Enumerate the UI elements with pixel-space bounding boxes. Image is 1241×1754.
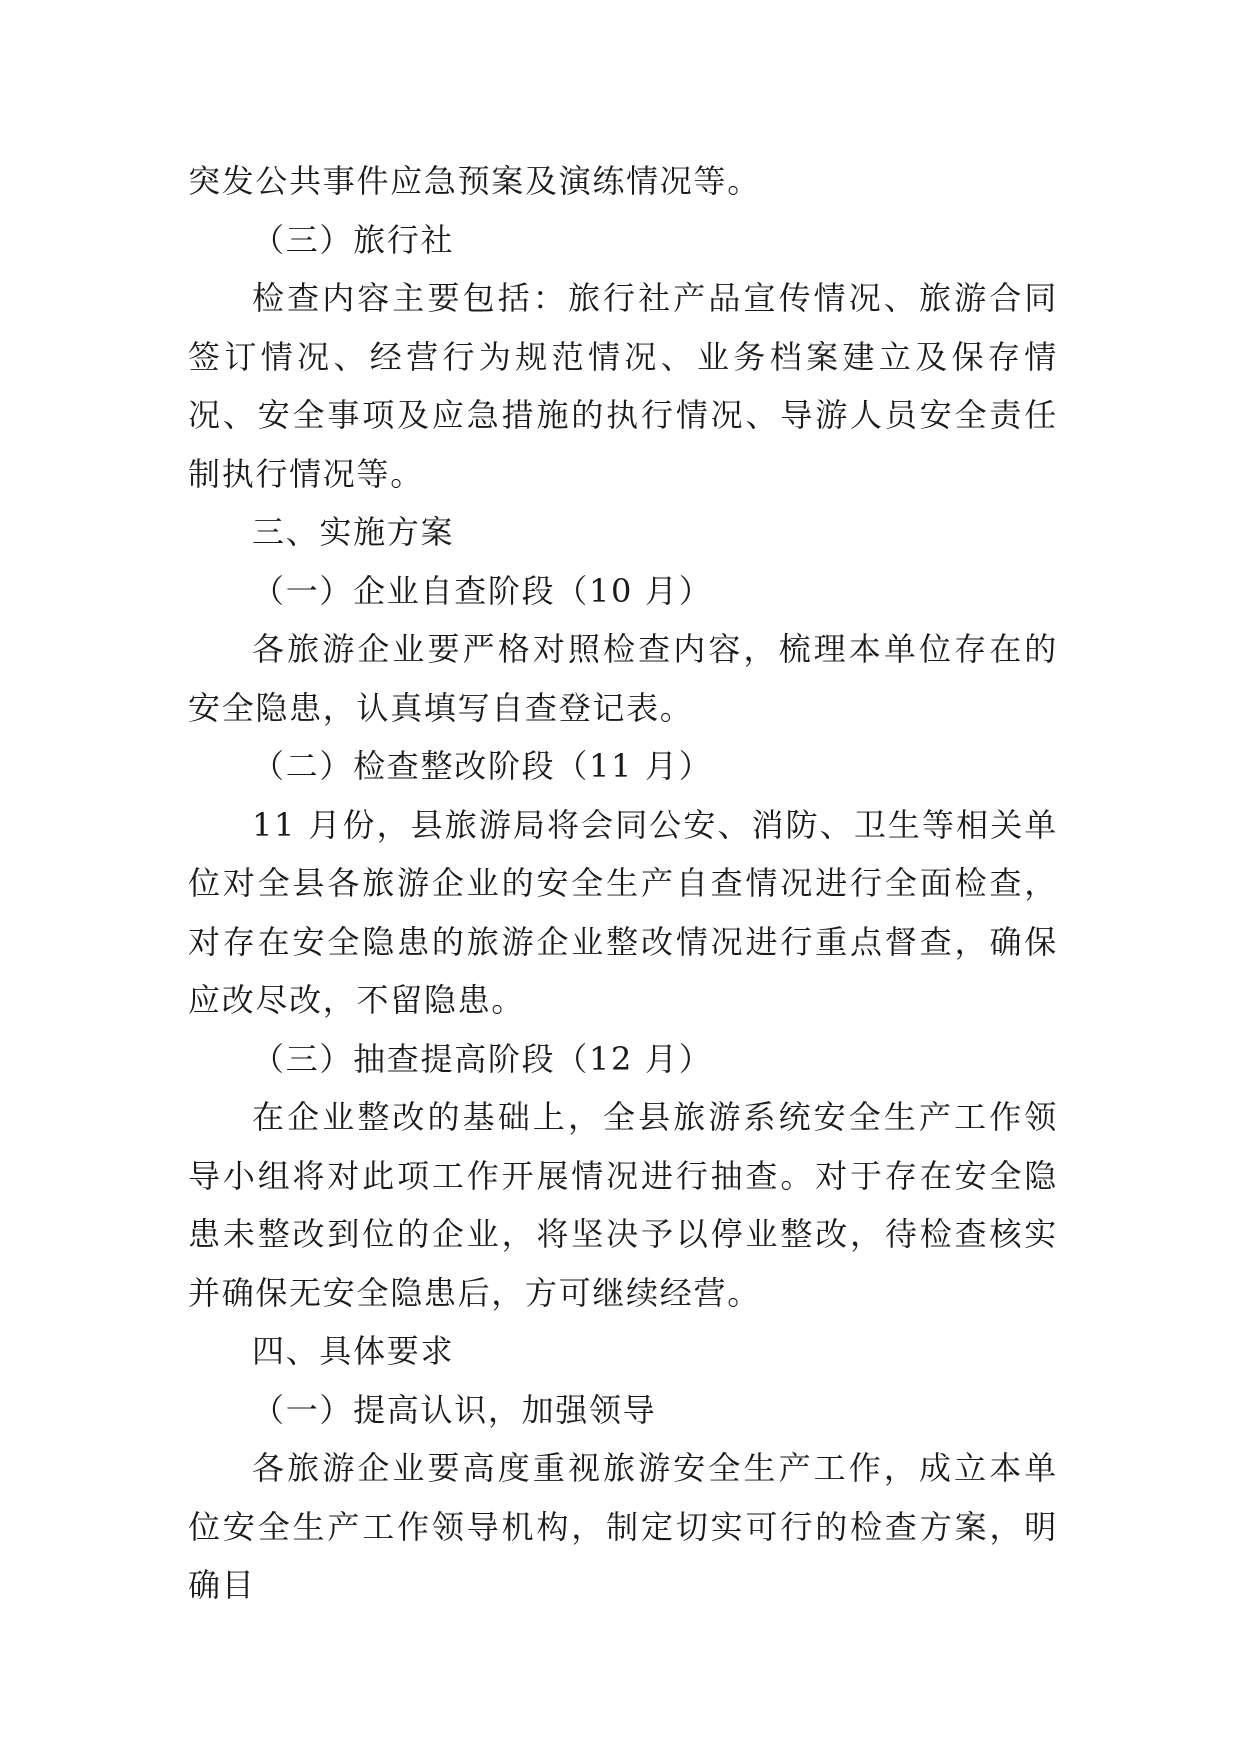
heading-specific-requirements: 四、具体要求 bbox=[252, 1332, 455, 1370]
paragraph-rectification: 11 月份，县旅游局将会同公安、消防、卫生等相关单位对全县各旅游企业的安全生产自查情况进行全面检查，对存在安全隐患的旅游企业整改情况进行重点督查，确保应改尽改，不留隐患。 bbox=[188, 805, 1058, 1019]
paragraph-self-inspection: 各旅游企业要严格对照检查内容，梳理本单位存在的安全隐患，认真填写自查登记表。 bbox=[188, 630, 1058, 727]
section-heading-rectification: （二）检查整改阶段（11 月） bbox=[252, 747, 713, 785]
paragraph-travel-agency-inspection: 检查内容主要包括：旅行社产品宣传情况、旅游合同签订情况、经营行为规范情况、业务档案建立及保存情况、安全事项及应急措施的执行情况、导游人员安全责任制执行情况等。 bbox=[188, 279, 1058, 493]
section-heading-spot-check: （三）抽查提高阶段（12 月） bbox=[252, 1039, 713, 1078]
paragraph-continuation: 突发公共事件应急预案及演练情况等。 bbox=[188, 162, 761, 200]
document-body bbox=[188, 152, 1058, 1615]
section-heading-self-inspection: （一）企业自查阶段（10 月） bbox=[252, 571, 713, 610]
heading-implementation-plan: 三、实施方案 bbox=[252, 513, 455, 551]
section-heading-travel-agency: （三）旅行社 bbox=[252, 220, 455, 259]
section-heading-leadership: （一）提高认识，加强领导 bbox=[252, 1390, 657, 1429]
paragraph-spot-check: 在企业整改的基础上，全县旅游系统安全生产工作领导小组将对此项工作开展情况进行抽查。对于存在安全隐患未整改到位的企业，将坚决予以停业整改，待检查核实并确保无安全隐患后，方可继续经营。 bbox=[188, 1098, 1058, 1312]
paragraph-leadership: 各旅游企业要高度重视旅游安全生产工作，成立本单位安全生产工作领导机构，制定切实可行的检查方案，明确目 bbox=[188, 1449, 1058, 1604]
